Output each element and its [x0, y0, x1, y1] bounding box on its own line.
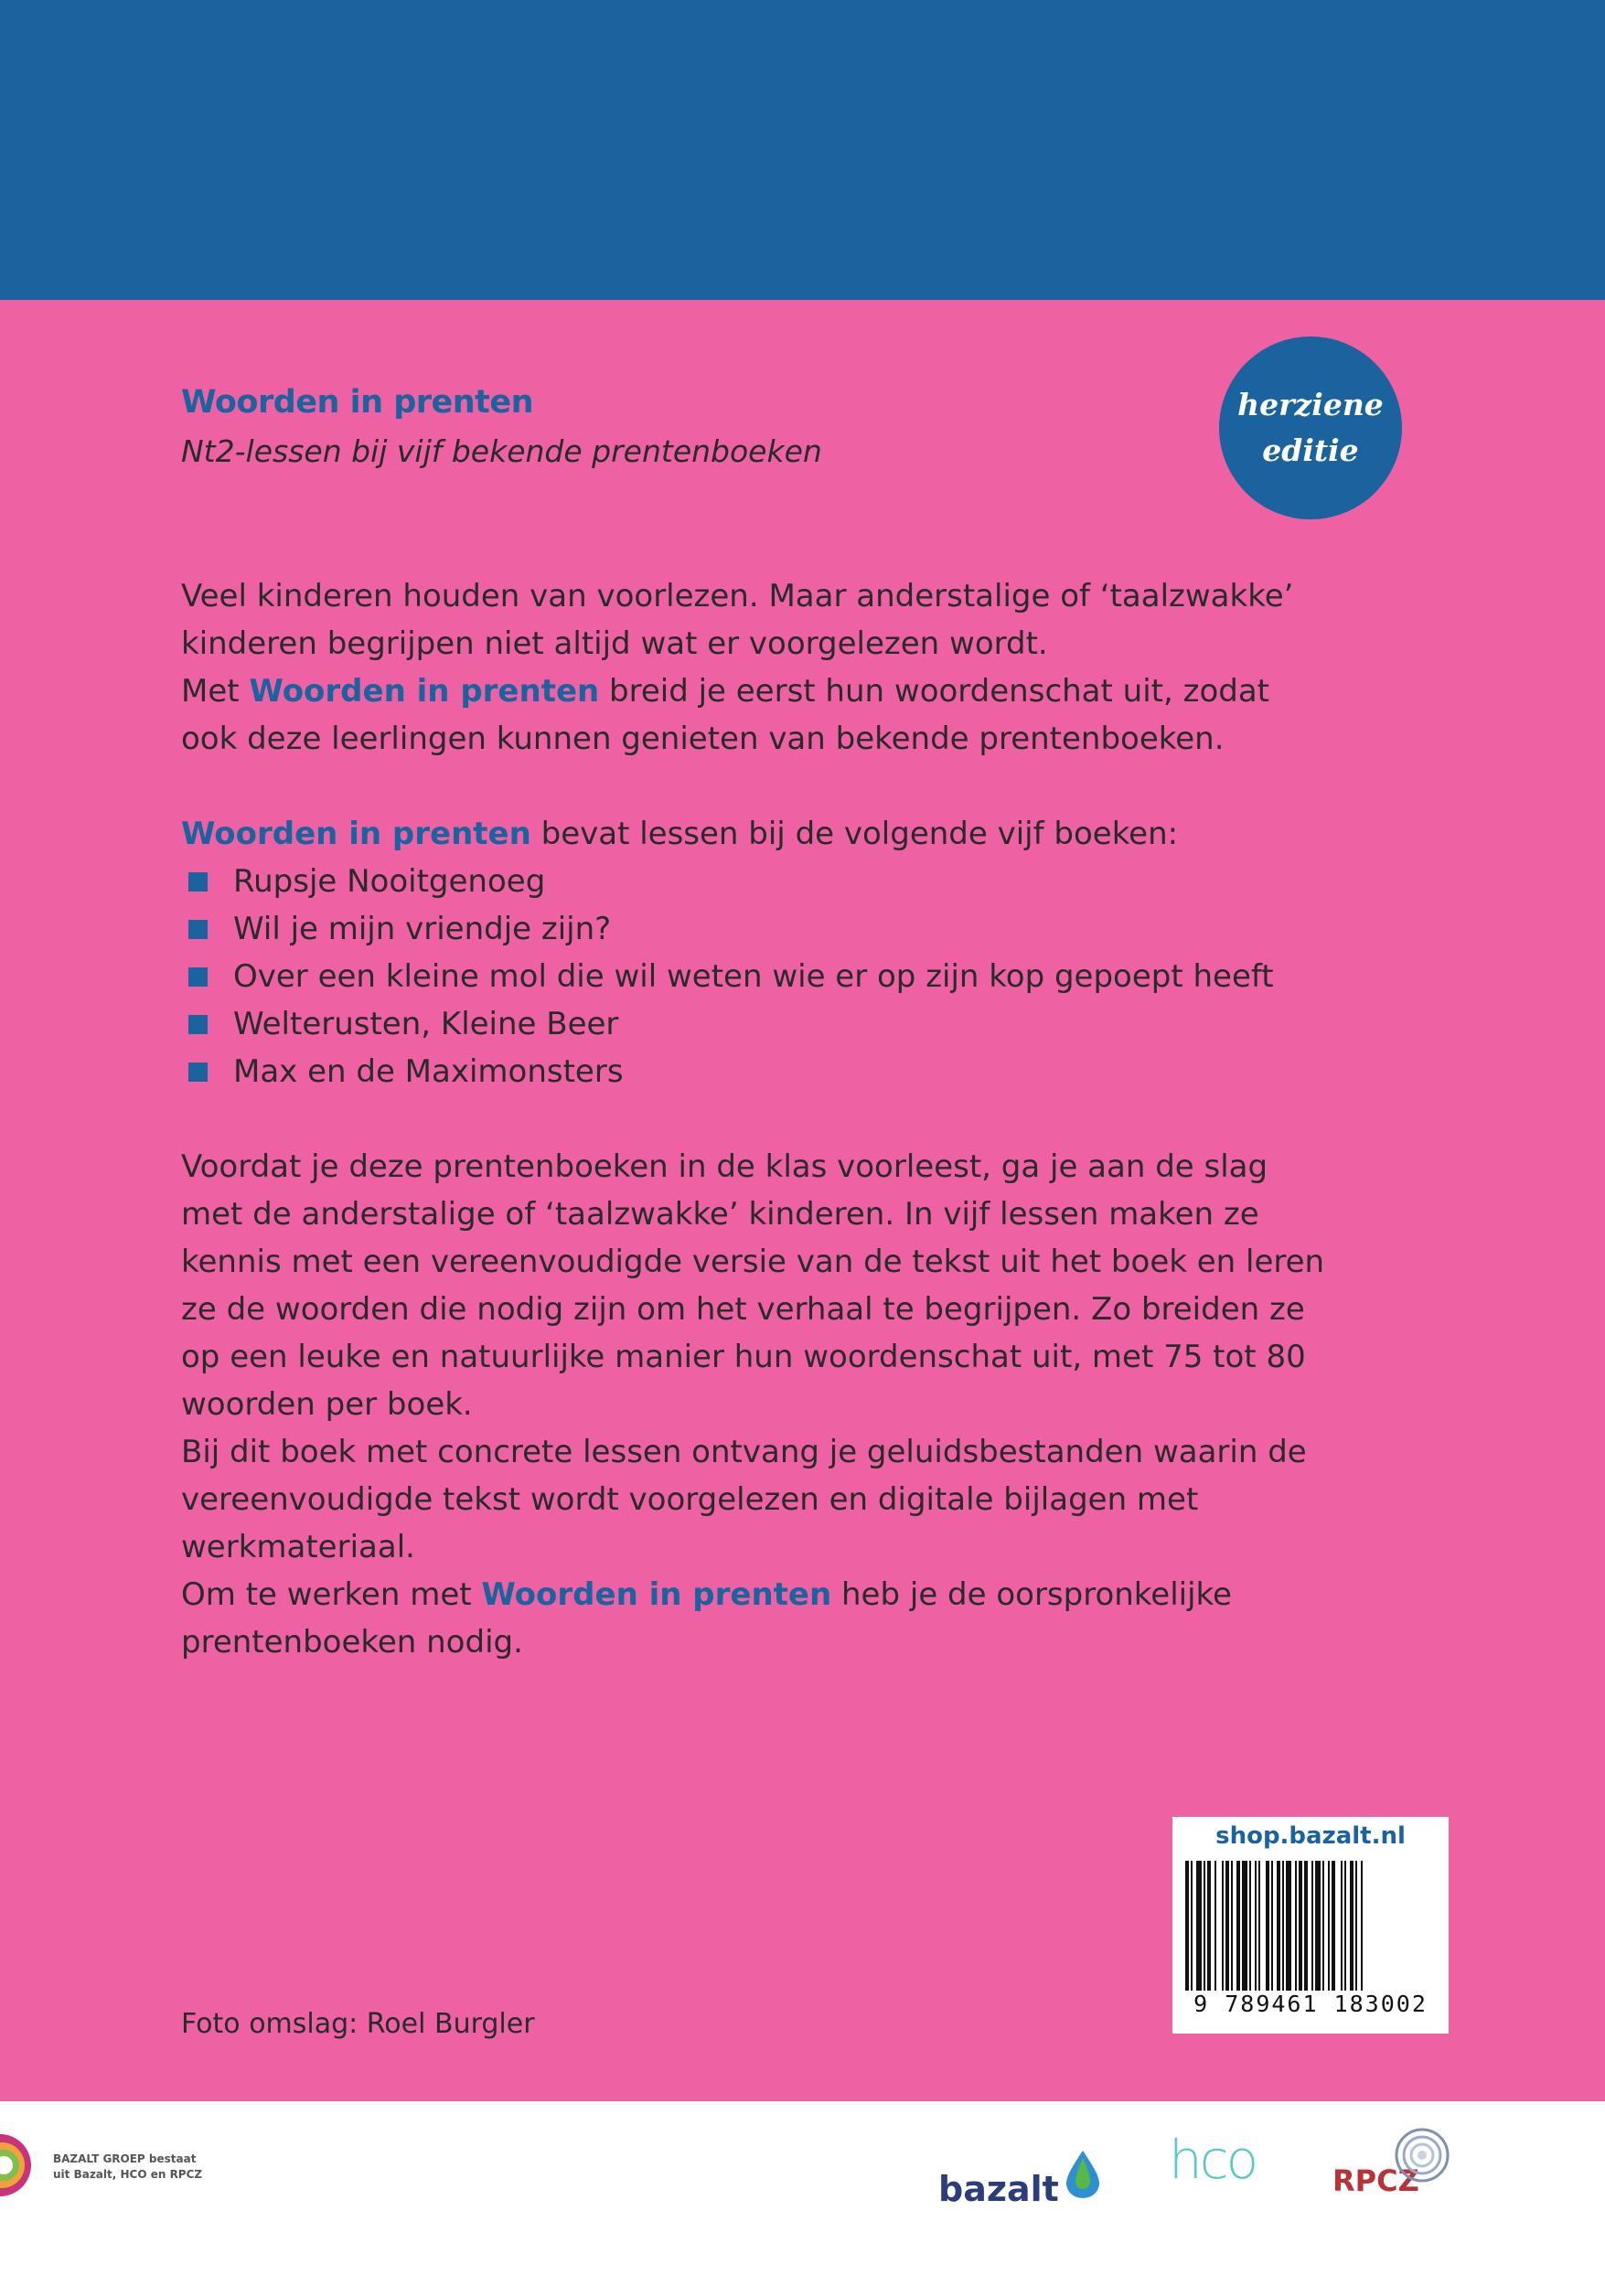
description-section [181, 1143, 1333, 1666]
bazalt-groep-logo-icon [0, 2129, 48, 2202]
barcode-bar [1277, 1861, 1280, 1991]
rpcz-logo: RPCZ [1332, 2163, 1419, 2198]
book-title-item: Wil je mijn vriendje zijn? [233, 911, 612, 947]
photo-credit: Foto omslag: Roel Burgler [181, 2008, 535, 2040]
intro-paragraph-1: Veel kinderen houden van voorlezen. Maar anderstalige of ‘taalzwakke’ kinderen begrijpen niet altijd wat er voorgelezen wordt. [181, 578, 1294, 662]
group-caption-line-1: BAZALT GROEP bestaat [53, 2152, 197, 2165]
book-list-item [181, 905, 1333, 953]
barcode-bar [1207, 1861, 1211, 1991]
description-text-before: Om te werken met [181, 1576, 482, 1613]
intro-section [181, 572, 1333, 763]
book-list-item [181, 1000, 1333, 1048]
barcode-bar [1266, 1861, 1269, 1991]
barcode-bar [1271, 1861, 1273, 1991]
barcode-bar [1328, 1861, 1330, 1991]
description-text-after: heb je de oorspronkelijke prentenboeken nodig. [181, 1576, 1232, 1661]
revised-edition-badge [1219, 336, 1402, 519]
book-list-item [181, 953, 1333, 1000]
badge-line-1: herziene [1237, 387, 1384, 422]
barcode-bar [1255, 1861, 1257, 1991]
book-title: Woorden in prenten [181, 384, 534, 421]
barcode-bar [1231, 1861, 1233, 1991]
book-subtitle: Nt2-lessen bij vijf bekende prentenboeken [181, 433, 822, 469]
hco-logo: hco [1169, 2129, 1257, 2191]
description-paragraph-3 [181, 1571, 1333, 1666]
intro-text-before: Met [181, 673, 250, 710]
square-bullet-icon [188, 920, 208, 939]
shop-url: shop.bazalt.nl [1215, 1822, 1406, 1850]
barcode-bar [1299, 1861, 1302, 1991]
barcode-bar [1355, 1861, 1357, 1991]
barcode-bar [1311, 1861, 1313, 1991]
barcode-bar [1304, 1861, 1308, 1991]
barcode-bar [1204, 1861, 1205, 1991]
barcode-bar [1322, 1861, 1324, 1991]
bazalt-groep-caption [53, 2152, 254, 2183]
bazalt-logo [938, 2149, 1103, 2209]
barcode-bar [1344, 1861, 1346, 1991]
barcode-bar [1191, 1861, 1193, 1991]
book-list [181, 858, 1333, 1095]
barcode-bar [1286, 1861, 1291, 1991]
barcode-bar [1341, 1861, 1343, 1991]
bazalt-drop-icon [1063, 2149, 1103, 2200]
barcode-bar [1249, 1861, 1251, 1991]
intro-text-after: breid je eerst hun woordenschat uit, zodat ook deze leerlingen kunnen genieten van bekende prentenboeken. [181, 673, 1269, 757]
book-title-item: Welterusten, Kleine Beer [233, 1006, 619, 1042]
book-list-item [181, 858, 1333, 905]
isbn-number: 9 789461 183002 [1193, 1991, 1428, 2017]
book-list-item [181, 1048, 1333, 1095]
barcode-bar [1242, 1861, 1247, 1991]
barcode-bar [1225, 1861, 1229, 1991]
bazalt-wordmark: bazalt [938, 2169, 1059, 2209]
intro-title-highlight: Woorden in prenten [249, 673, 600, 710]
books-intro-text: bevat lessen bij de volgende vijf boeken: [530, 816, 1179, 852]
books-title-highlight: Woorden in prenten [181, 816, 531, 852]
publisher-footer [0, 2101, 1605, 2296]
books-section [181, 810, 1333, 1095]
barcode-bar [1295, 1861, 1297, 1991]
description-paragraph-1: Voordat je deze prentenboeken in de klas voorleest, ga je aan de slag met de anderstalige of ‘taalzwakke’ kinderen. In vijf lessen maken ze kennis met een vereenvoudigde versie van de tekst uit het boek en leren ze de woorden die nodig zijn om het verhaal te begrijpen. Zo breiden ze op een leuke en natuurlijke manier hun woordenschat uit, met 75 tot 80 woorden per boek. [181, 1148, 1325, 1423]
barcode-bar [1350, 1861, 1354, 1991]
book-title-item: Over een kleine mol die wil weten wie er op zijn kop gepoept heeft [233, 958, 1274, 995]
top-blue-band [0, 0, 1605, 300]
barcode-box [1172, 1817, 1449, 2034]
barcode-image [1185, 1861, 1436, 1991]
square-bullet-icon [188, 872, 208, 892]
barcode-bar [1222, 1861, 1224, 1991]
barcode-bar [1282, 1861, 1284, 1991]
barcode-bar [1185, 1861, 1189, 1991]
barcode-bar [1361, 1861, 1363, 1991]
barcode-bar [1258, 1861, 1260, 1991]
square-bullet-icon [188, 1063, 208, 1082]
badge-line-2: editie [1262, 433, 1359, 468]
barcode-bar [1332, 1861, 1335, 1991]
book-title-item: Rupsje Nooitgenoeg [233, 863, 546, 900]
barcode-bar [1214, 1861, 1216, 1991]
group-caption-line-2: uit Bazalt, HCO en RPCZ [53, 2168, 203, 2181]
books-intro [181, 810, 1333, 858]
square-bullet-icon [188, 967, 208, 987]
rpcz-swirl-icon [1393, 2126, 1451, 2184]
barcode-bar [1236, 1861, 1240, 1991]
square-bullet-icon [188, 1015, 208, 1034]
description-title-highlight: Woorden in prenten [481, 1576, 832, 1613]
intro-paragraph-2 [181, 667, 1333, 763]
description-paragraph-2: Bij dit boek met concrete lessen ontvang je geluidsbestanden waarin de vereenvoudigde tekst wordt voorgelezen en digitale bijlagen met werkmateriaal. [181, 1434, 1307, 1565]
barcode-bar [1196, 1861, 1202, 1991]
barcode-bar [1315, 1861, 1321, 1991]
book-title-item: Max en de Maximonsters [233, 1053, 624, 1090]
